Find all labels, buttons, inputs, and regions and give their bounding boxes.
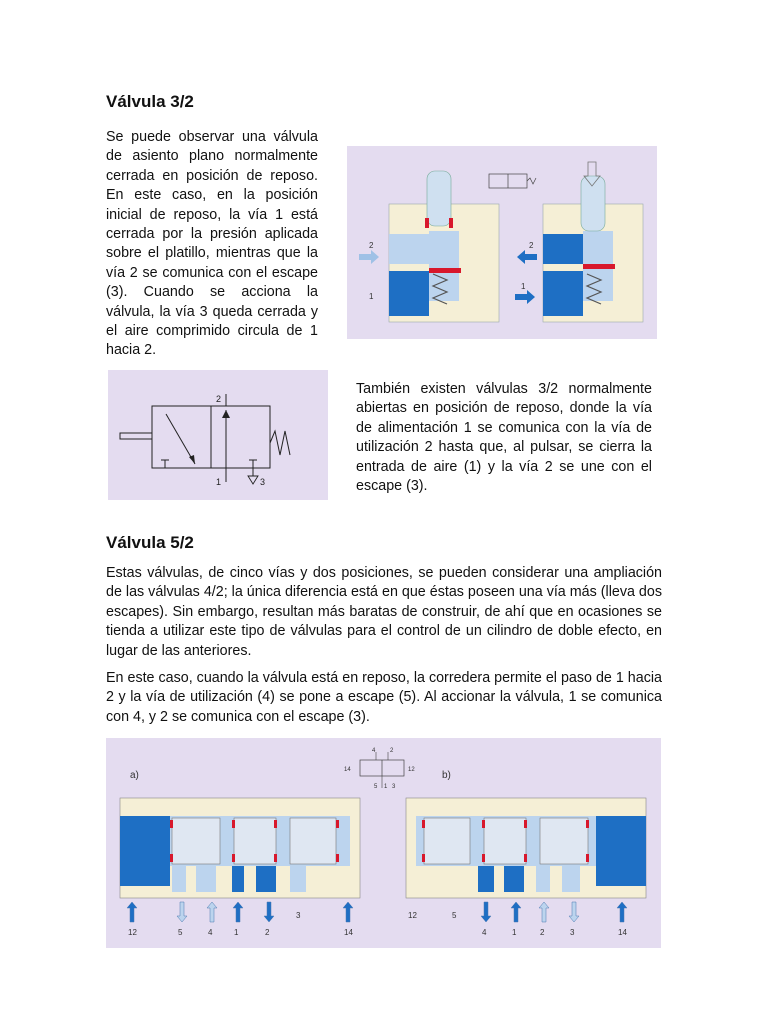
port-label: 1 [512, 928, 517, 937]
port-label: 5 [178, 928, 183, 937]
port-label: 1 [369, 292, 374, 301]
figure-32-symbol [108, 370, 328, 500]
label-a: a) [130, 770, 139, 781]
port-label: 14 [344, 928, 353, 937]
port-arrow [177, 902, 187, 922]
port-arrow [569, 902, 579, 922]
port-label: 2 [529, 241, 534, 250]
figure-32-section [347, 146, 657, 339]
sym-port: 1 [384, 784, 388, 790]
paragraph-52-operation: En este caso, cuando la válvula está en reposo, la corredera permite el paso de 1 hacia 2 y la vía de utilización (4) se pone a escape (5). Al accionar la válvula, 1 se comunica con 4, y 2 se comunica con el escape (3). [106, 670, 662, 725]
port-arrow [481, 902, 491, 922]
paragraph-32-intro: Se puede observar una válvula de asiento plano normalmente cerrada en posición de reposo. En este caso, en la posición inicial de reposo, la vía 1 está cerrada por la presión aplicada sobre el platillo, mientras que la vía 2 se comunica con el escape (3). Cuando se acciona la válvula, la vía 3 queda cerrada y el aire comprimido circula de 1 hacia 2. [106, 129, 318, 359]
port-label: 5 [452, 911, 457, 920]
port-label: 4 [482, 928, 487, 937]
sym-port: 4 [372, 748, 376, 754]
port-label: 4 [208, 928, 213, 937]
port-label: 3 [296, 911, 301, 920]
valve-52-a [120, 798, 360, 898]
heading-valvula-32: Válvula 3/2 [106, 92, 194, 111]
symbol-port-2: 2 [216, 394, 222, 404]
sym-port: 3 [392, 784, 396, 790]
symbol-port-1: 1 [216, 477, 222, 487]
port-arrows-b [408, 902, 627, 937]
port-arrow [511, 902, 521, 922]
sym-port: 2 [390, 748, 394, 754]
paragraph-32-normally-open: También existen válvulas 3/2 normalmente abiertas en posición de reposo, donde la vía de alimentación 1 se comunica con la vía de utilización 2 hasta que, al pulsar, se cierra la entrada de aire (1) y la vía 2 se une con el escape (3). [356, 381, 652, 495]
port-arrow [207, 902, 217, 922]
paragraph-52-intro: Estas válvulas, de cinco vías y dos posiciones, se pueden considerar una ampliación de las válvulas 4/2; la única diferencia está en que éstas poseen una vía más (lleva dos escapes). Sin embargo, resultan más baratas de construir, de ahí que en ocasiones se tienda a utilizar este tipo de válvulas para el control de un cilindro de doble efecto, en lugar de las anteriores. [106, 565, 662, 659]
port-arrow [343, 902, 353, 922]
valve-52-b [406, 798, 646, 898]
valve-52-mini-symbol [344, 748, 415, 790]
sym-port: 12 [408, 767, 415, 773]
port-label: 1 [234, 928, 239, 937]
sym-port: 5 [374, 784, 378, 790]
port-label: 2 [369, 241, 374, 250]
valve-32-mini-symbol [489, 174, 536, 188]
port-arrow [264, 902, 274, 922]
port-arrows-a [127, 902, 353, 937]
port-label: 3 [570, 928, 575, 937]
valve-32-rest [359, 171, 499, 322]
port-arrow [233, 902, 243, 922]
port-arrow [617, 902, 627, 922]
heading-valvula-52: Válvula 5/2 [106, 533, 194, 552]
port-label: 12 [128, 928, 137, 937]
port-label: 2 [540, 928, 545, 937]
port-arrow [539, 902, 549, 922]
valve-32-actuated [515, 162, 643, 322]
port-label: 1 [521, 282, 526, 291]
port-label: 12 [408, 911, 417, 920]
sym-port: 14 [344, 767, 351, 773]
port-label: 2 [265, 928, 270, 937]
symbol-port-3: 3 [260, 477, 266, 487]
label-b: b) [442, 770, 451, 781]
port-label: 14 [618, 928, 627, 937]
port-arrow [127, 902, 137, 922]
figure-52-section [106, 738, 661, 948]
